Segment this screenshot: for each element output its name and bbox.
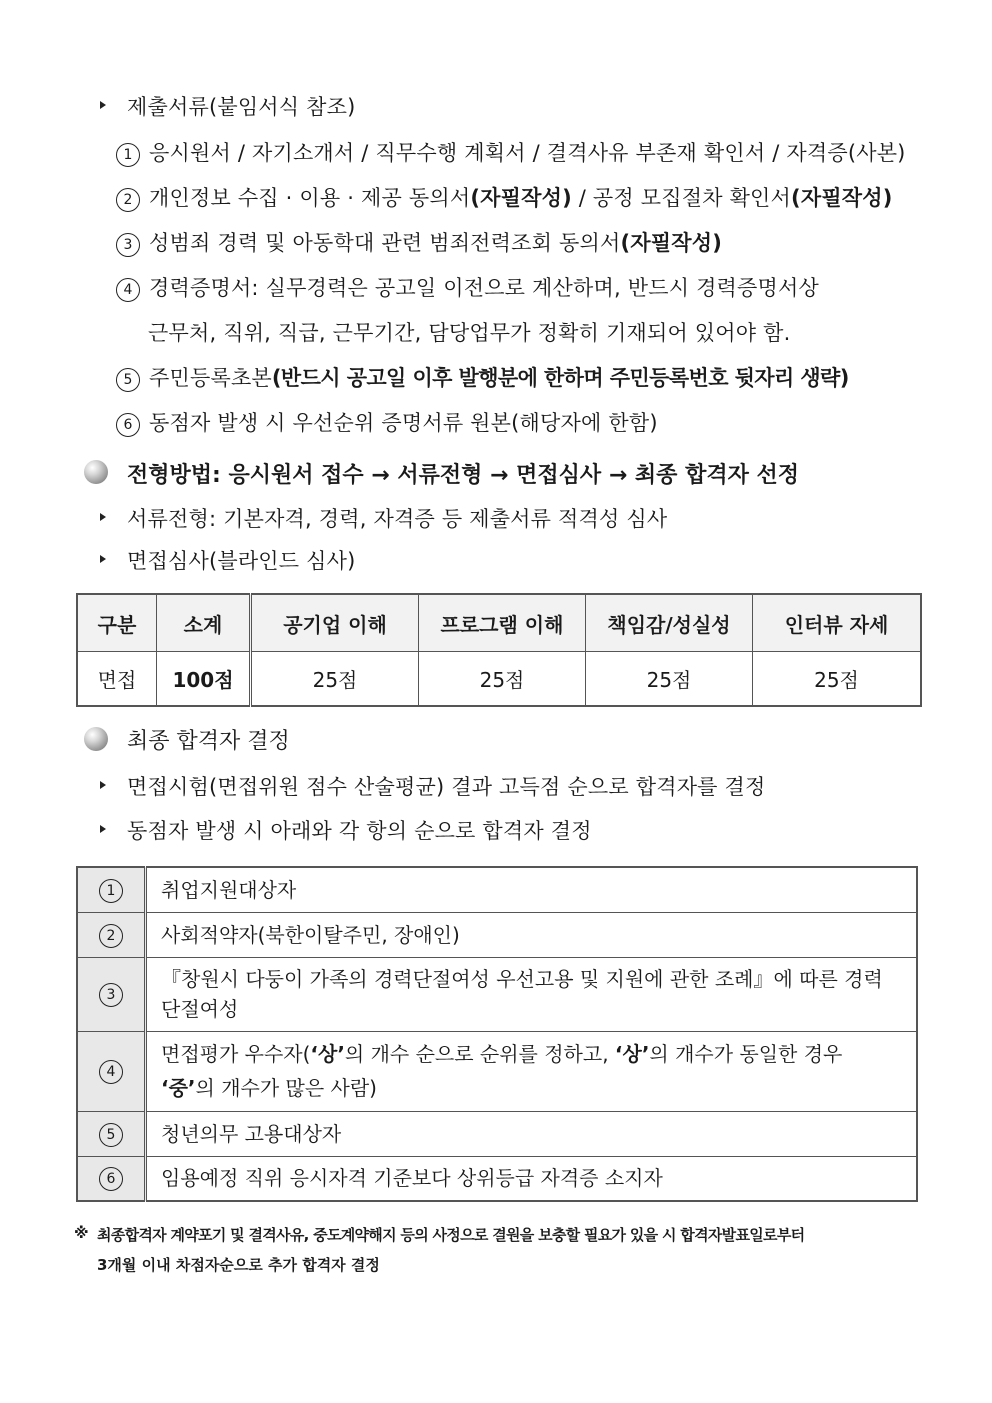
- submission-title: 제출서류(붙임서식 참조): [127, 95, 356, 119]
- score-header: 공기업 이해: [251, 594, 419, 652]
- circled-number: 6: [116, 413, 140, 437]
- table-row: [77, 912, 917, 957]
- table-row: [77, 1031, 917, 1111]
- score-cell: 25점: [419, 652, 586, 707]
- submission-item-4-continued: 근무처, 직위, 직급, 근무기간, 담당업무가 정확히 기재되어 있어야 함.: [148, 321, 791, 345]
- tie-break-text: 취업지원대상자: [146, 867, 918, 912]
- sphere-bullet-icon: [84, 727, 108, 751]
- circled-number: 1: [116, 143, 140, 167]
- footnote-line-1: 최종합격자 계약포기 및 결격사유, 중도계약해지 등의 사정으로 결원을 보충할 필요가 있을 시 합격자발표일로부터: [97, 1226, 805, 1244]
- final-heading: 최종 합격자 결정: [127, 729, 290, 754]
- submission-item-5: 5 주민등록초본(반드시 공고일 이후 발행분에 한하며 주민등록번호 뒷자리 생략): [116, 362, 849, 392]
- method-heading: 전형방법: 응시원서 접수 → 서류전형 → 면접심사 → 최종 합격자 선정: [127, 463, 799, 488]
- table-row: [77, 1111, 917, 1156]
- tie-break-text: 청년의무 고용대상자: [146, 1111, 918, 1156]
- footnote-line-2: 3개월 이내 차점자순으로 추가 합격자 결정: [97, 1256, 380, 1274]
- table-row: [77, 1156, 917, 1201]
- circled-number: 4: [116, 278, 140, 302]
- circled-number: 2: [116, 188, 140, 212]
- score-table-header-row: [77, 594, 921, 652]
- score-table: [76, 593, 922, 707]
- submission-item-2: 2 개인정보 수집 · 이용 · 제공 동의서(자필작성) / 공정 모집절차 확인서(자필작성): [116, 182, 893, 212]
- tie-break-text: 『창원시 다둥이 가족의 경력단절여성 우선고용 및 지원에 관한 조례』에 따른 경력단절여성: [146, 957, 918, 1031]
- circled-number: 4: [99, 1060, 123, 1084]
- circled-number: 2: [99, 924, 123, 948]
- score-header: 인터뷰 자세: [753, 594, 922, 652]
- final-bullet-2: 동점자 발생 시 아래와 각 항의 순으로 합격자 결정: [127, 819, 592, 843]
- score-cell: 25점: [251, 652, 419, 707]
- bullet-triangle-icon: [100, 555, 106, 563]
- submission-item-4: 4 경력증명서: 실무경력은 공고일 이전으로 계산하며, 반드시 경력증명서상: [116, 272, 819, 302]
- score-table-row: [77, 652, 921, 707]
- circled-number: 1: [99, 879, 123, 903]
- table-row: [77, 957, 917, 1031]
- bullet-triangle-icon: [100, 781, 106, 789]
- tie-break-text: 임용예정 직위 응시자격 기준보다 상위등급 자격증 소지자: [146, 1156, 918, 1201]
- circled-number: 5: [116, 368, 140, 392]
- score-header: 책임감/성실성: [586, 594, 753, 652]
- footnote-mark: ※: [74, 1224, 89, 1242]
- method-bullet-1: 서류전형: 기본자격, 경력, 자격증 등 제출서류 적격성 심사: [127, 507, 668, 531]
- score-cell: 25점: [586, 652, 753, 707]
- tie-break-table: [76, 866, 918, 1202]
- circled-number: 3: [99, 983, 123, 1007]
- bullet-triangle-icon: [100, 101, 106, 109]
- bullet-triangle-icon: [100, 825, 106, 833]
- score-cell: 25점: [753, 652, 922, 707]
- score-header: 소계: [157, 594, 251, 652]
- circled-number: 5: [99, 1123, 123, 1147]
- circled-number: 6: [99, 1167, 123, 1191]
- score-header: 구분: [77, 594, 157, 652]
- circled-number: 3: [116, 233, 140, 257]
- submission-item-1: 1 응시원서 / 자기소개서 / 직무수행 계획서 / 결격사유 부존재 확인서 / 자격증(사본): [116, 137, 906, 167]
- submission-item-3: 3 성범죄 경력 및 아동학대 관련 범죄전력조회 동의서(자필작성): [116, 227, 722, 257]
- final-bullet-1: 면접시험(면접위원 점수 산술평균) 결과 고득점 순으로 합격자를 결정: [127, 775, 766, 799]
- score-cell: 면접: [77, 652, 157, 707]
- method-bullet-2: 면접심사(블라인드 심사): [127, 549, 356, 573]
- bullet-triangle-icon: [100, 513, 106, 521]
- submission-item-6: 6 동점자 발생 시 우선순위 증명서류 원본(해당자에 한함): [116, 407, 658, 437]
- tie-break-text: 면접평가 우수자(‘상’의 개수 순으로 순위를 정하고, ‘상’의 개수가 동일한 경우 ‘중’의 개수가 많은 사람): [146, 1031, 918, 1111]
- score-cell: 100점: [157, 652, 251, 707]
- tie-break-text: 사회적약자(북한이탈주민, 장애인): [146, 912, 918, 957]
- table-row: [77, 867, 917, 912]
- sphere-bullet-icon: [84, 460, 108, 484]
- score-header: 프로그램 이해: [419, 594, 586, 652]
